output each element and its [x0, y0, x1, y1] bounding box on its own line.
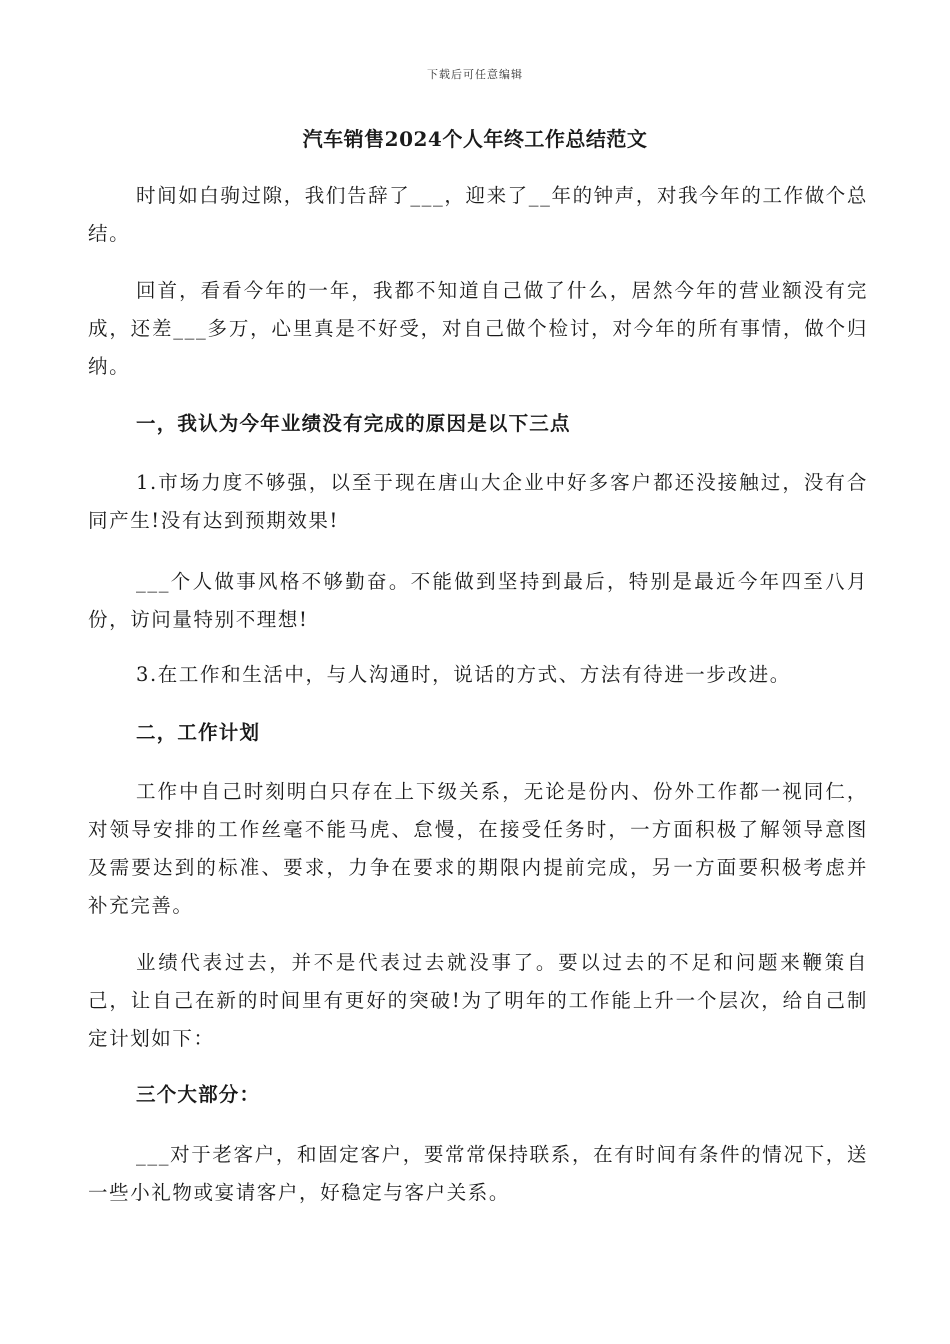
paragraph-work-plan: 工作中自己时刻明白只存在上下级关系，无论是份内、份外工作都一视同仁，对领导安排的工作丝毫不能马虎、怠慢，在接受任务时，一方面积极了解领导意图及需要达到的标准、要求，力争在要求的期限内提前完成，另一方面要积极考虑并补充完善。: [88, 780, 868, 917]
section-heading-2: 二，工作计划: [136, 721, 261, 744]
header-note: 下载后可任意编辑: [427, 68, 523, 81]
section-heading-3: 三个大部分：: [136, 1083, 261, 1106]
paragraph-old-clients: ___对于老客户，和固定客户，要常常保持联系，在有时间有条件的情况下，送一些小礼物或宴请客户，好稳定与客户关系。: [88, 1143, 868, 1204]
paragraph-performance: 业绩代表过去，并不是代表过去就没事了。要以过去的不足和问题来鞭策自己，让自己在新的时间里有更好的突破!为了明年的工作能上升一个层次，给自己制定计划如下：: [88, 951, 868, 1050]
paragraph-reason-1: 1.市场力度不够强，以至于现在唐山大企业中好多客户都还没接触过，没有合同产生!没有达到预期效果!: [88, 471, 868, 532]
paragraph-reason-3: 3.在工作和生活中，与人沟通时，说话的方式、方法有待进一步改进。: [136, 663, 791, 686]
page-title: 汽车销售2024个人年终工作总结范文: [302, 127, 648, 151]
paragraph-intro: 时间如白驹过隙，我们告辞了___，迎来了__年的钟声，对我今年的工作做个总结。: [88, 184, 868, 245]
section-heading-1: 一，我认为今年业绩没有完成的原因是以下三点: [136, 412, 571, 435]
paragraph-reason-2: ___个人做事风格不够勤奋。不能做到坚持到最后，特别是最近今年四至八月份，访问量特别不理想!: [88, 570, 868, 631]
paragraph-review: 回首，看看今年的一年，我都不知道自己做了什么，居然今年的营业额没有完成，还差___多万，心里真是不好受，对自己做个检讨，对今年的所有事情，做个归纳。: [88, 279, 868, 378]
